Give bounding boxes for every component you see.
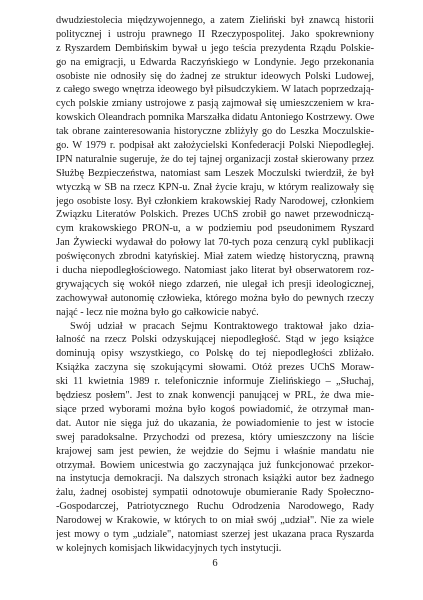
text-line: politycznej i ustroju prawnego II Rzeczypospolitej. Jako spokrewniony: [56, 28, 374, 40]
text-line: kowskich Oleandrach pomnika Marszałka didatu Antoniego Kostrzewy. Owe: [56, 112, 374, 124]
text-line: łalność na rzecz Polski odzyskującej niepodległość. Stąd w jego książce: [56, 334, 374, 346]
text-line: poświęconych zbrodni katyńskiej. Miał zatem wiedzę historyczną, prawną: [56, 251, 374, 263]
text-line: jest mowy o tym „udziale", natomiast szerzej jest ukazana praca Ryszarda: [56, 528, 374, 540]
paragraph: [56, 14, 374, 320]
document-page: [56, 14, 374, 586]
text-line: zachowywał autonomię człowieka, którego można było do pewnych rzeczy: [56, 292, 374, 304]
text-line: ski 11 kwietnia 1989 r. telefonicznie informuje Zielińskiego – „Słuchaj,: [56, 376, 374, 388]
text-line: nająć - lecz nie można było go całkowicie nabyć.: [56, 306, 259, 318]
text-line: Służbę Bezpieczeństwa, natomiast sam Leszek Moczulski twierdził, że był: [56, 167, 374, 179]
text-line: krajowej sam jest pewien, że wejdzie do Sejmu i właśnie mandatu nie: [56, 445, 374, 457]
text-line: go. W 1979 r. podpisał akt założycielski Konfederacji Polski Niepodległej.: [56, 140, 374, 152]
text-line: będziesz posłem". Jest to znak konwencji panującej w PRL, że dwa mie-: [56, 390, 374, 402]
text-line: dwudziestolecia międzywojennego, a zatem Zieliński był znawcą historii: [56, 15, 374, 26]
text-line: cym krakowskiego PRON-u, a w podziemiu pod pseudonimem Ryszard: [56, 223, 374, 235]
text-line: Narodowej w Krakowie, w których to on miał swój „udział". Nie za wiele: [56, 515, 374, 527]
text-line: Jan Żywiecki wydawał do połowy lat 70-tych poza cenzurą cykl publikacji: [56, 237, 374, 249]
text-line: cych polskie zmiany ustrojowe z pasją zajmował się umieszczeniem w kra-: [56, 98, 374, 110]
text-line: go na emigracji, u Edwarda Raczyńskiego w Londynie. Jego przekonania: [56, 56, 374, 68]
text-line: IPN naturalnie sugeruje, że do tej tajnej organizacji został skierowany przez: [56, 153, 374, 165]
text-line: żalu, żadnej osobistej sympatii odnotowuje obumieranie Rady Społeczno-: [56, 487, 374, 499]
text-line: otrzymał. Bowiem unicestwia go zaczynająca już funkcjonować przekor-: [56, 459, 374, 471]
text-line: dat. Autor nie sięga już do ukazania, że powiadomienie to jest w istocie: [56, 417, 374, 429]
text-line: dominują opisy wszystkiego, co Polskę do tej niepodległości zbliżało.: [56, 348, 374, 360]
text-line: tak obrane zainteresowania historyczne zbliżyły go do Leszka Moczulskie-: [56, 126, 374, 138]
text-line: w kolejnych komisjach likwidacyjnych tych instytucji.: [56, 542, 282, 554]
text-line: na instytucja demokracji. Na dalszych stronach książki autor bez żadnego: [56, 473, 374, 485]
text-line: osobiste nie odnosiły się do żadnej ze struktur ideowych Polski Ludowej,: [56, 70, 374, 82]
text-line: z Ryszardem Dembińskim bywał u jego teścia prezydenta Rządu Polskie-: [56, 42, 374, 54]
paragraph: [56, 320, 374, 556]
text-line: i ducha niepodległościowego. Natomiast jako literat był obserwatorem roz-: [56, 265, 374, 277]
text-line: -Gospodarczej, Patriotycznego Ruchu Odrodzenia Narodowego, Rady: [56, 501, 374, 513]
text-line: Swój udział w pracach Sejmu Kontraktowego traktował jako dzia-: [70, 320, 374, 332]
text-line: grywających się wokół niego zdarzeń, nie ulegał ich presji ideologicznej,: [56, 278, 374, 290]
text-line: Związku Literatów Polskich. Prezes UChS zrobił go nawet przewodniczą-: [56, 209, 374, 221]
text-line: z całego swego wnętrza ideowego był piłsudczykiem. W latach poprzedzają-: [56, 84, 374, 96]
text-line: wtyczką w SB na rzecz KPN-u. Znał życie kraju, w którym realizowały się: [56, 181, 374, 193]
page-number: 6: [212, 558, 218, 569]
text-line: swej paradoksalne. Przychodzi od prezesa, który umieszczony na liście: [56, 431, 374, 443]
body-text: [56, 14, 374, 556]
text-line: Książka zaczyna się szokującymi słowami. Otóż prezes UChS Moraw-: [56, 362, 374, 374]
text-line: siące przed wyborami można było kogoś powiadomić, że otrzymał man-: [56, 403, 374, 415]
text-line: jego osobiste losy. Był członkiem krakowskiej Rady Narodowej, członkiem: [56, 195, 374, 207]
